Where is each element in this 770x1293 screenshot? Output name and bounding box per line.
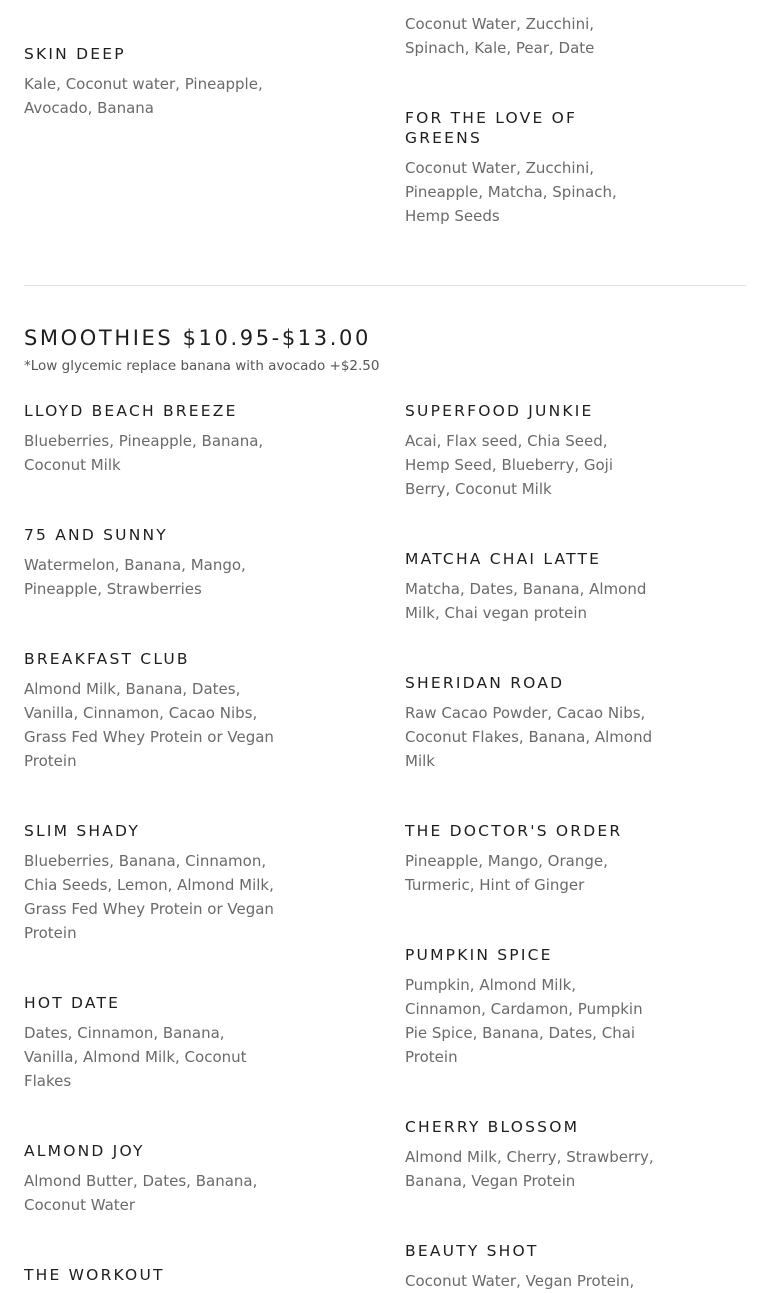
menu-item-description: Dates, Cinnamon, Banana, Vanilla, Almond Milk, Coconut Flakes [24, 1024, 247, 1090]
menu-item-for-the-love-of-greens [405, 108, 650, 228]
section-divider [24, 285, 746, 286]
menu-item-description: Almond Milk, Cherry, Strawberry, Banana, Vegan Protein [405, 1148, 654, 1190]
menu-item-description: Raw Cacao Powder, Cacao Nibs, Coconut Flakes, Banana, Almond Milk [405, 704, 653, 770]
menu-item-name: MATCHA CHAI LATTE [405, 550, 602, 568]
menu-item-75-and-sunny [24, 525, 274, 601]
menu-item-description: Watermelon, Banana, Mango, Pineapple, Strawberries [24, 556, 246, 598]
menu-item-name: BEAUTY SHOT [405, 1242, 539, 1260]
menu-item-description: Blueberries, Pineapple, Banana, Coconut Milk [24, 432, 264, 474]
menu-item-name: SHERIDAN ROAD [405, 674, 565, 692]
menu-item-name: ALMOND JOY [24, 1142, 145, 1160]
menu-item-sheridan-road [405, 673, 655, 773]
menu-item-name: CHERRY BLOSSOM [405, 1118, 580, 1136]
menu-item-description: Coconut Water, Zucchini, Pineapple, Matcha, Spinach, Hemp Seeds [405, 159, 617, 225]
menu-item-name: LLOYD BEACH BREEZE [24, 402, 238, 420]
menu-item-name: HOT DATE [24, 994, 121, 1012]
menu-item-description: Coconut Water, Vegan Protein, [405, 1272, 635, 1290]
menu-item-name: SLIM SHADY [24, 822, 140, 840]
menu-item-name: BREAKFAST CLUB [24, 650, 190, 668]
menu-item-name: SKIN DEEP [24, 45, 126, 63]
menu-item-lloyd-beach-breeze [24, 401, 274, 477]
menu-item-breakfast-club [24, 649, 274, 773]
menu-item-description: Pumpkin, Almond Milk, Cinnamon, Cardamon, Pumpkin Pie Spice, Banana, Dates, Chai Protein [405, 976, 643, 1066]
menu-item-the-doctors-order [405, 821, 655, 897]
menu-item-name: SUPERFOOD JUNKIE [405, 402, 594, 420]
menu-item-matcha-chai-latte [405, 549, 655, 625]
menu-item-description: Matcha, Dates, Banana, Almond Milk, Chai vegan protein [405, 580, 647, 622]
menu-item-name: FOR THE LOVE OF GREENS [405, 109, 578, 147]
menu-item-hot-date [24, 993, 274, 1093]
menu-item-name: THE WORKOUT [24, 1266, 165, 1284]
menu-item-pumpkin-spice [405, 945, 655, 1069]
menu-item-description: Kale, Coconut water, Pineapple, Avocado, Banana [24, 75, 263, 117]
menu-item-name: THE DOCTOR'S ORDER [405, 822, 623, 840]
menu-item-description: Almond Milk, Banana, Dates, Vanilla, Cinnamon, Cacao Nibs, Grass Fed Whey Protein or Vegan Protein [24, 680, 274, 770]
menu-item-description: Blueberries, Banana, Cinnamon, Chia Seeds, Lemon, Almond Milk, Grass Fed Whey Protein or Vegan Protein [24, 852, 274, 942]
menu-item-slim-shady [24, 821, 274, 945]
menu-item-superfood-junkie [405, 401, 655, 501]
menu-item-description: Pineapple, Mango, Orange, Turmeric, Hint of Ginger [405, 852, 608, 894]
menu-item-description: Acai, Flax seed, Chia Seed, Hemp Seed, Blueberry, Goji Berry, Coconut Milk [405, 432, 614, 498]
menu-item-almond-joy [24, 1141, 274, 1217]
menu-item-name: 75 AND SUNNY [24, 526, 168, 544]
menu-item-description: Almond Butter, Dates, Banana, Coconut Water [24, 1172, 258, 1214]
menu-item-description: Coconut Water, Zucchini, Spinach, Kale, Pear, Date [405, 15, 595, 57]
menu-item-name: PUMPKIN SPICE [405, 946, 553, 964]
menu-item-skin-deep [24, 44, 274, 120]
menu-item-cherry-blossom [405, 1117, 655, 1193]
menu-item-beauty-shot [405, 1241, 655, 1293]
menu-item-the-workout [24, 1265, 274, 1285]
section-title: SMOOTHIES $10.95-$13.00 [24, 326, 371, 350]
section-note: *Low glycemic replace banana with avocado +$2.50 [24, 358, 380, 374]
